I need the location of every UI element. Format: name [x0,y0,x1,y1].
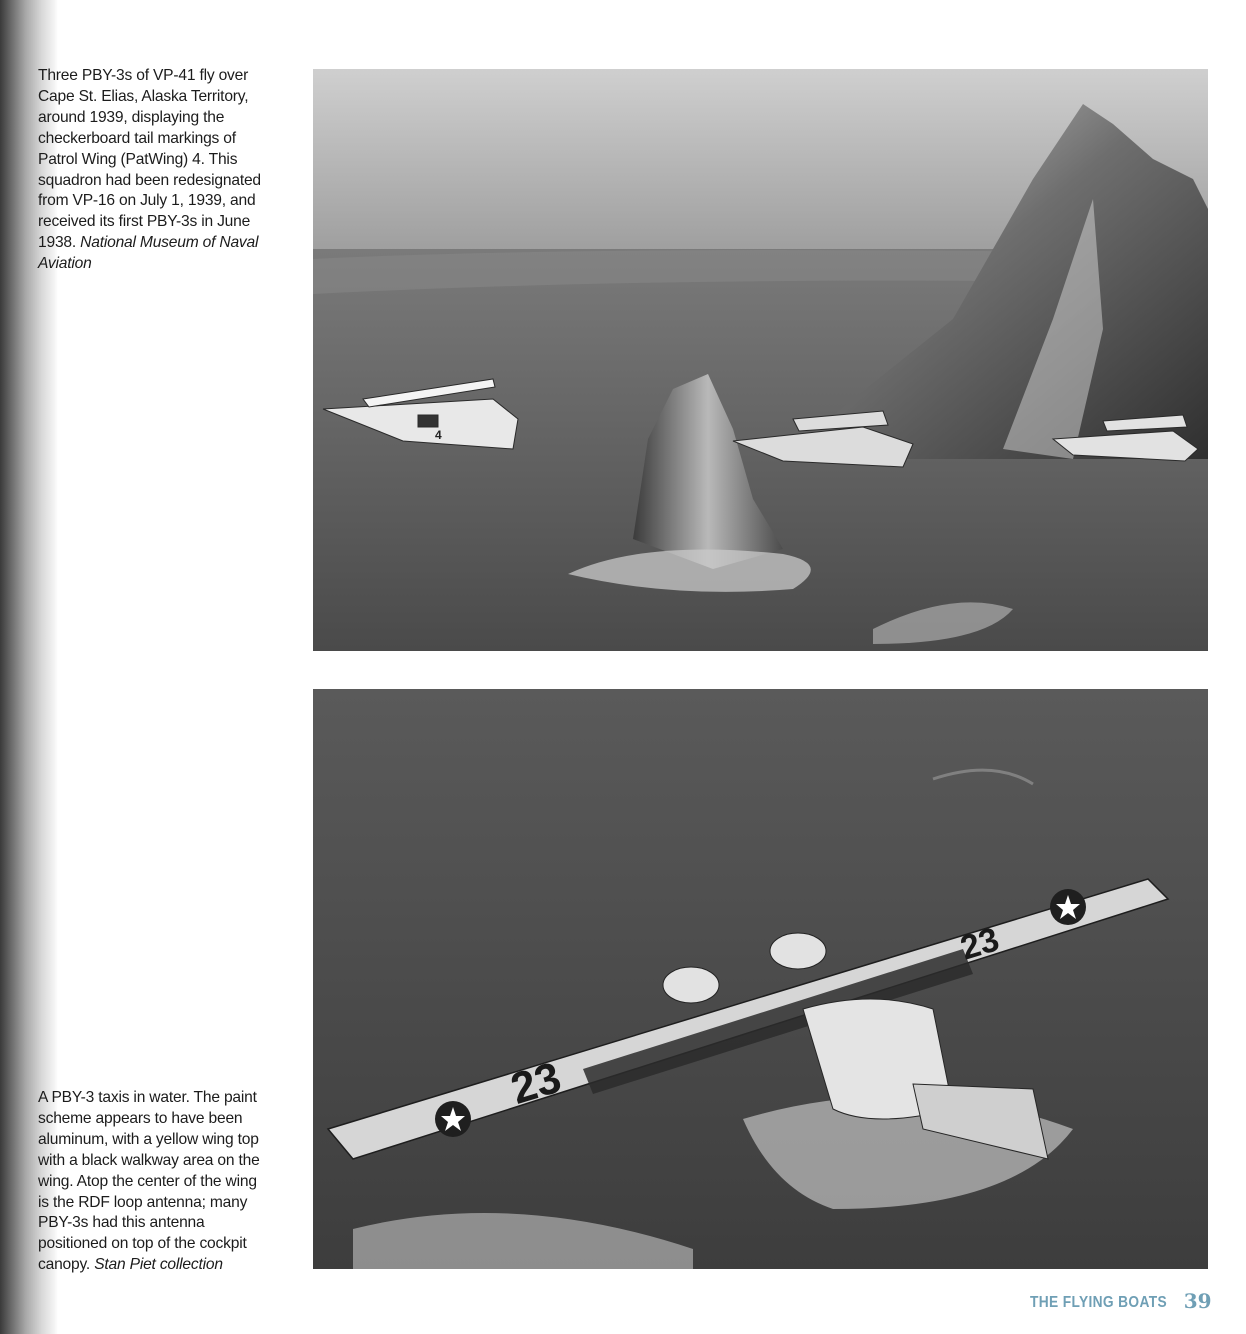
wing-number-right: 23 [956,920,1004,968]
caption-top [38,66,270,275]
caption-bottom [38,1088,270,1276]
page-number: 39 [1183,1289,1212,1313]
photo-pby3-taxiing [313,689,1208,1269]
caption-top-credit: National Museum of Naval Aviation [38,234,259,273]
aircraft-marking: 4 [435,428,442,442]
photo-pby3s-over-cape-st-elias [313,69,1208,651]
page-footer [1030,1289,1212,1313]
caption-top-text: Three PBY-3s of VP-41 fly over Cape St. Elias, Alaska Territory, around 1939, displaying the checkerboard tail markings of Patrol Wing (PatWing) 4. This squadron had been redesignated from VP-16 on July 1, 1939, and received its first PBY-3s in June 1938. [38,67,261,252]
caption-bottom-credit: Stan Piet collection [94,1256,223,1274]
section-title: THE FLYING BOATS [1030,1294,1168,1311]
wing-number-left: 23 [505,1052,567,1114]
caption-bottom-text: A PBY-3 taxis in water. The paint scheme appears to have been aluminum, with a yellow wing top with a black walkway area on the wing. Atop the center of the wing is the RDF loop antenna; many PBY-3s had this antenna positioned on top of the cockpit canopy. [38,1089,260,1274]
